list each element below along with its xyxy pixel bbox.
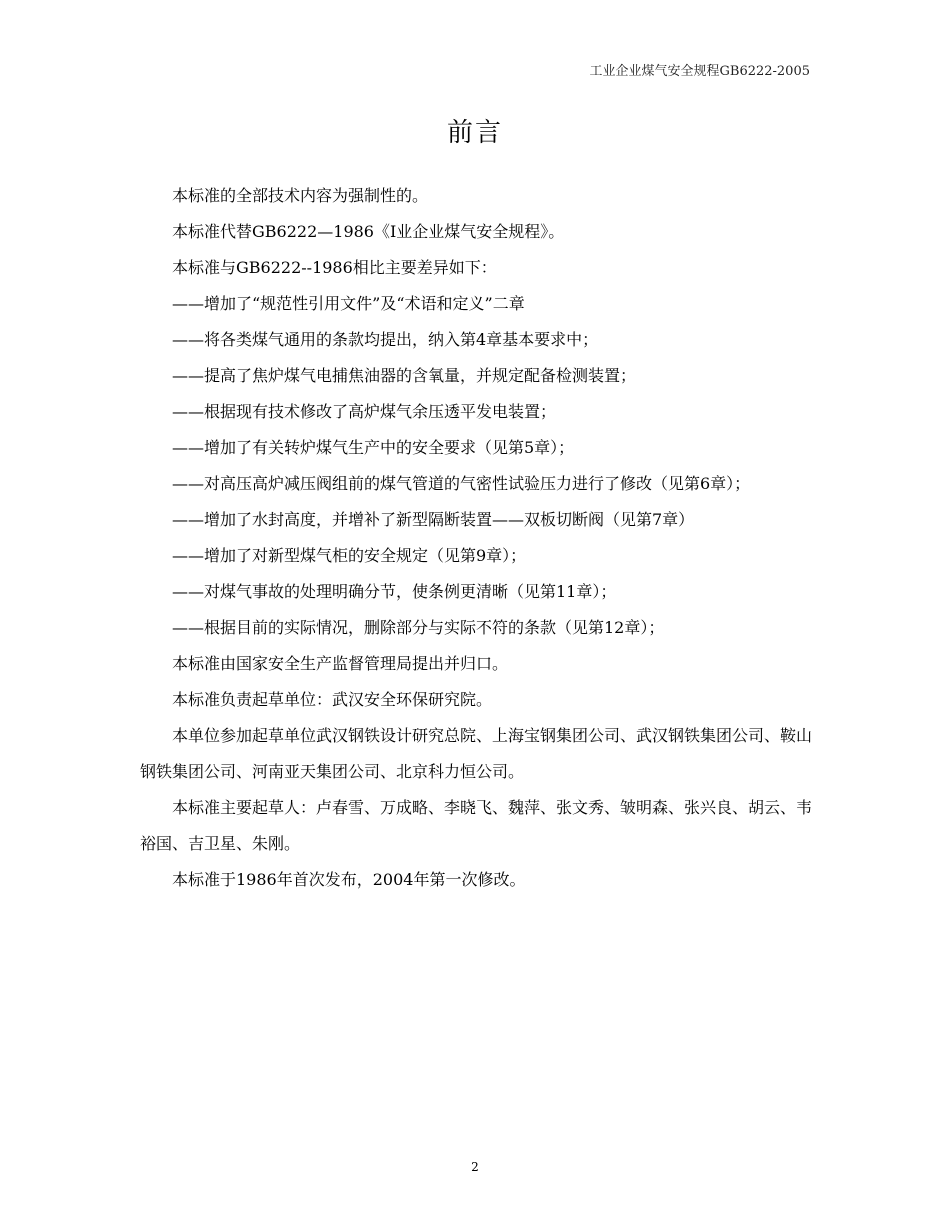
paragraph: 本单位参加起草单位武汉钢铁设计研究总院、上海宝钢集团公司、武汉钢铁集团公司、鞍山钢铁集团公司、河南亚天集团公司、北京科力恒公司。 [140, 726, 813, 781]
paragraph: 本标准由国家安全生产监督管理局提出并归口。 [172, 654, 509, 673]
page-number: 2 [471, 1160, 479, 1174]
foreword-body [140, 178, 812, 898]
list-item: ——根据现有技术修改了高炉煤气余压透平发电装置； [172, 402, 557, 421]
list-item: ——根据目前的实际情况，删除部分与实际不符的条款（见第12章）； [172, 618, 665, 637]
list-item: ——对煤气事故的处理明确分节，使条例更清晰（见第11章）； [172, 582, 617, 601]
list-item: ——对高压高炉减压阀组前的煤气管道的气密性试验压力进行了修改（见第6章）； [172, 474, 751, 493]
list-item: ——提高了焦炉煤气电捕焦油器的含氧量，并规定配备检测装置； [172, 366, 637, 385]
list-item: ——增加了有关转炉煤气生产中的安全要求（见第5章）； [172, 438, 575, 457]
paragraph: 本标准于1986年首次发布，2004年第一次修改。 [172, 870, 526, 889]
page-title: 前言 [446, 118, 503, 148]
list-item: ——增加了“规范性引用文件”及“术语和定义”二章 [172, 294, 525, 313]
paragraph: 本标准代替GB6222—1986《I业企业煤气安全规程》。 [172, 222, 565, 241]
paragraph: 本标准与GB6222--1986相比主要差异如下： [172, 258, 497, 277]
paragraph: 本标准的全部技术内容为强制性的。 [172, 186, 429, 205]
list-item: ——增加了对新型煤气柜的安全规定（见第9章）； [172, 546, 527, 565]
list-item: ——增加了水封高度，并增补了新型隔断装置——双板切断阀（见第7章） [172, 510, 695, 529]
list-item: ——将各类煤气通用的条款均提出，纳入第4章基本要求中； [172, 330, 599, 349]
running-header: 工业企业煤气安全规程GB6222-2005 [589, 64, 810, 79]
paragraph: 本标准主要起草人：卢春雪、万成略、李晓飞、魏萍、张文秀、皱明森、张兴良、胡云、韦裕国、吉卫星、朱刚。 [140, 798, 813, 853]
paragraph: 本标准负责起草单位：武汉安全环保研究院。 [172, 690, 493, 709]
